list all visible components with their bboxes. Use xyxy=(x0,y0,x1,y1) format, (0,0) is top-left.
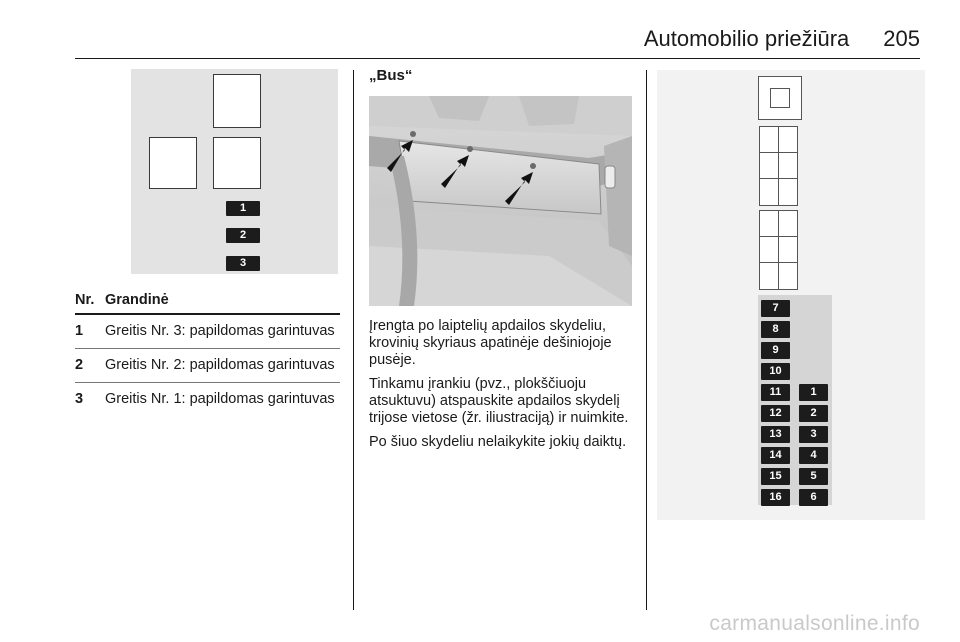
trim-panel-illustration xyxy=(369,96,632,306)
table-row xyxy=(75,349,340,383)
row-circuit: Greitis Nr. 2: papildomas garintuvas xyxy=(105,357,335,373)
paragraph: Įrengta po laiptelių apdailos skydeliu, krovinių skyriaus apatinėje dešiniojoje pusėje. xyxy=(369,318,612,368)
table-row xyxy=(75,315,340,349)
row-number: 3 xyxy=(75,391,84,407)
fuse-badge-5: 5 xyxy=(799,468,828,485)
column-header-no: Nr. xyxy=(75,292,95,308)
fuse-badge-9: 9 xyxy=(761,342,790,359)
fuse-badge-3: 3 xyxy=(226,256,260,271)
fuse-badge-11: 11 xyxy=(761,384,790,401)
fuse-badge-13: 13 xyxy=(761,426,790,443)
column-divider-left xyxy=(353,70,354,610)
relay-slot-left xyxy=(149,137,197,189)
column-divider-right xyxy=(646,70,647,610)
fuse-badge-1: 1 xyxy=(799,384,828,401)
row-number: 2 xyxy=(75,357,84,373)
fuse-badge-12: 12 xyxy=(761,405,790,422)
watermark: carmanualsonline.info xyxy=(709,612,920,635)
fuse-badge-14: 14 xyxy=(761,447,790,464)
section-title: „Bus“ xyxy=(369,67,413,84)
row-number: 1 xyxy=(75,323,84,339)
fuse-badge-3: 3 xyxy=(799,426,828,443)
row-circuit: Greitis Nr. 3: papildomas garintuvas xyxy=(105,323,335,339)
fuse-badge-7: 7 xyxy=(761,300,790,317)
fuse-badge-10: 10 xyxy=(761,363,790,380)
header-rule xyxy=(75,58,920,59)
relay-block-top xyxy=(758,76,802,120)
fuse-badge-2: 2 xyxy=(799,405,828,422)
relay-grid-upper xyxy=(759,126,797,205)
table-row xyxy=(75,383,340,416)
fuse-badge-1: 1 xyxy=(226,201,260,216)
page-header xyxy=(644,26,920,52)
column-header-circuit: Grandinė xyxy=(105,292,169,308)
row-circuit: Greitis Nr. 1: papildomas garintuvas xyxy=(105,391,335,407)
fuse-badge-15: 15 xyxy=(761,468,790,485)
paragraph: Po šiuo skydeliu nelaikykite jokių daiktų. xyxy=(369,434,627,450)
page-number: 205 xyxy=(883,26,920,51)
fuse-badge-4: 4 xyxy=(799,447,828,464)
fuse-badge-8: 8 xyxy=(761,321,790,338)
paragraph: Tinkamu įrankiu (pvz., plokščiuoju atsuktuvu) atspauskite apdailos skydelį trijose vietose (žr. iliustraciją) ir nuimkite. xyxy=(369,376,629,426)
fuse-badge-16: 16 xyxy=(761,489,790,506)
fuse-badge-6: 6 xyxy=(799,489,828,506)
relay-slot-top xyxy=(213,74,261,128)
relay-slot-right xyxy=(213,137,261,189)
fuse-badge-2: 2 xyxy=(226,228,260,243)
circuit-table xyxy=(75,292,340,416)
instructions-text xyxy=(369,318,637,458)
table-header xyxy=(75,292,340,315)
relay-grid-lower xyxy=(759,210,797,289)
page-title: Automobilio priežiūra xyxy=(643,26,850,51)
fuse-panel-diagram xyxy=(131,69,338,274)
